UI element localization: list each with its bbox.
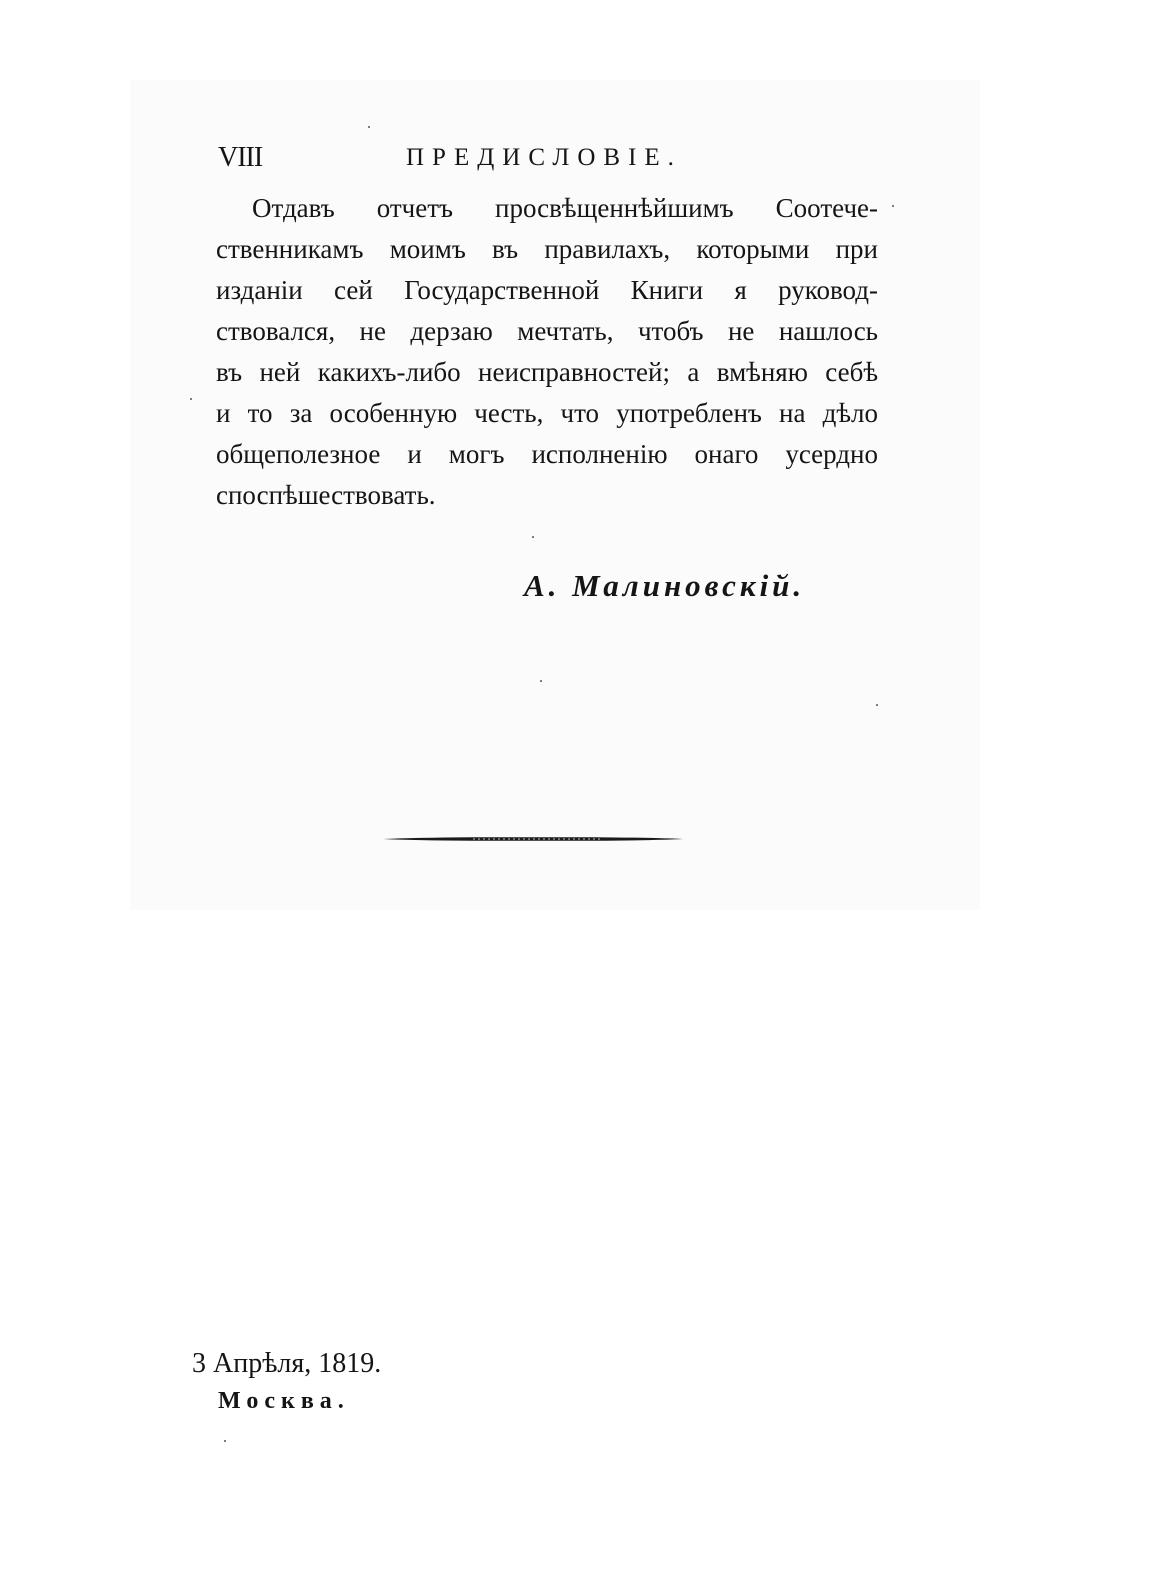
- body-line: общеполезное и могъ исполненію онаго усердно: [216, 439, 878, 469]
- body-paragraph: [216, 188, 878, 516]
- place-line: Москва.: [218, 1388, 350, 1414]
- decorative-rule: [383, 835, 683, 843]
- body-line: въ ней какихъ-либо неисправностей; а вмѣняю себѣ: [216, 357, 878, 387]
- body-line: Отдавъ отчетъ просвѣщеннѣйшимъ Соотече-: [252, 193, 878, 223]
- scan-speck: [532, 536, 534, 538]
- scan-speck: [876, 704, 878, 706]
- scan-speck: [540, 680, 542, 682]
- scan-speck: [190, 398, 192, 400]
- scan-speck: [224, 1440, 226, 1442]
- body-line: и то за особенную честь, что употребленъ на дѣло: [216, 398, 878, 428]
- scan-speck: [892, 205, 894, 207]
- author-signature: А. Малиновскій.: [524, 568, 806, 603]
- body-line: ствовался, не дерзаю мечтать, чтобъ не нашлось: [216, 316, 878, 346]
- date-line: 3 Апрѣля, 1819.: [192, 1348, 382, 1379]
- body-line: ственникамъ моимъ въ правилахъ, которыми при: [216, 234, 878, 264]
- page-header: [218, 142, 878, 182]
- page-number: VIII: [218, 142, 263, 173]
- body-line: споспѣшествовать.: [216, 480, 436, 510]
- running-head-title: ПРЕДИСЛОВІЕ.: [406, 144, 682, 171]
- scan-speck: [368, 126, 370, 128]
- body-line: изданіи сей Государственной Книги я руковод-: [216, 275, 878, 305]
